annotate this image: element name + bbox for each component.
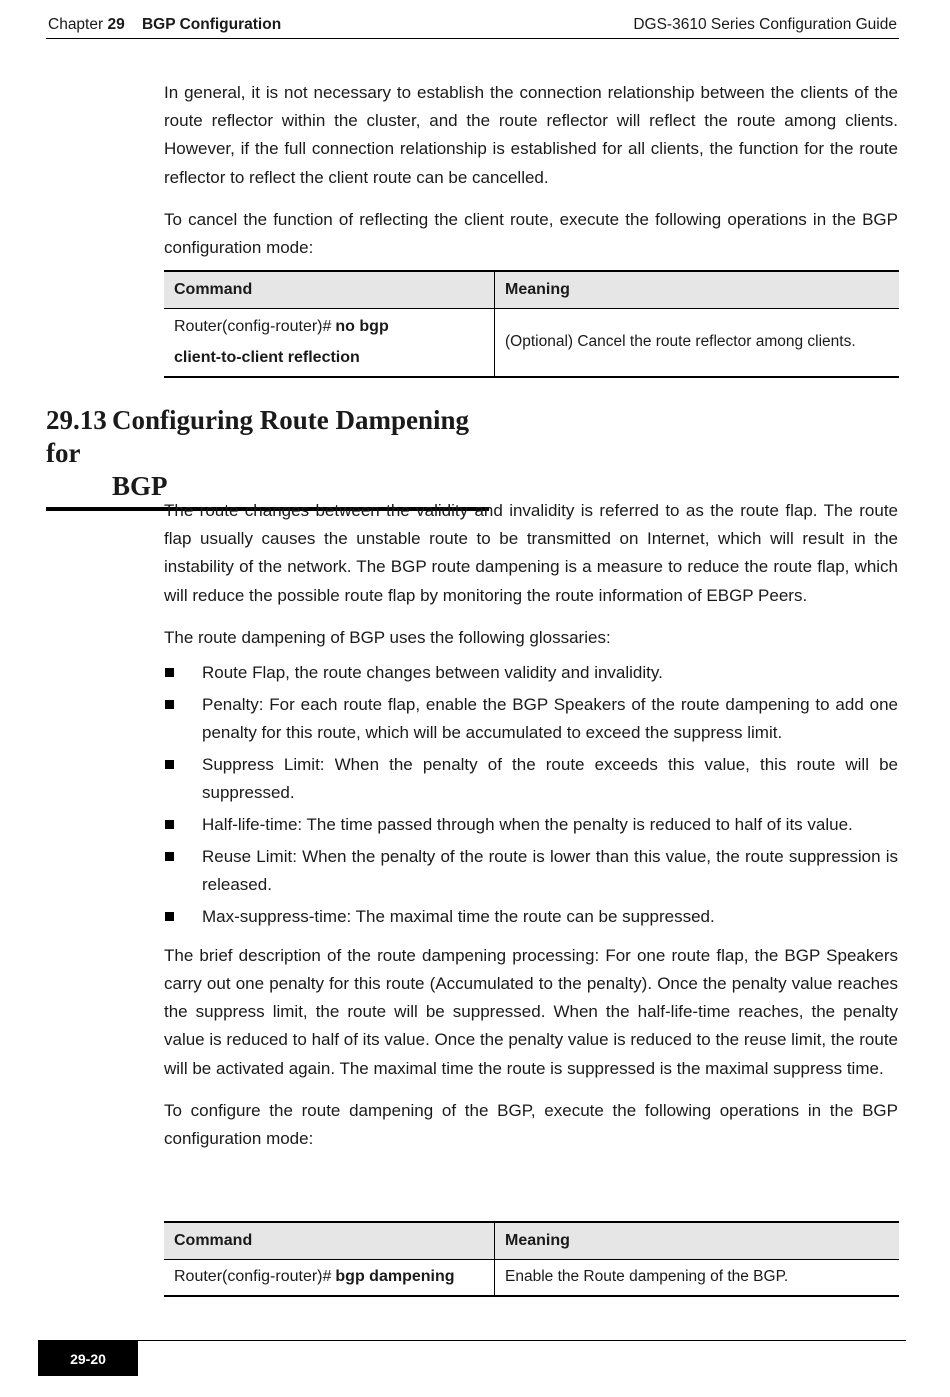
column-header-command: Command (164, 1222, 495, 1260)
command-keyword-continued: client-to-client reflection (174, 349, 360, 367)
meaning-cell: Enable the Route dampening of the BGP. (505, 1268, 789, 1286)
page-number: 29-20 (70, 1350, 106, 1367)
body-paragraph-2: The route dampening of BGP uses the following glossaries: (164, 627, 611, 647)
bullet-square-icon (165, 912, 174, 921)
bullet-square-icon (165, 700, 174, 709)
body-paragraph-3: The brief description of the route dampening processing: For one route flap, the BGP Speakers carry out one penalty for this route (Accumulated to the penalty). Once the penalty value reaches the suppress limit, the route will be suppressed. When the half-life-time reaches, the penalty value is reduced to half of its value. Once the penalty value is reduced to the reuse limit, the route will be activated again. The maximal time the route is suppressed is the maximal suppress time. (164, 945, 898, 1078)
list-item: Reuse Limit: When the penalty of the route is lower than this value, the route suppression is released. (164, 843, 898, 899)
section-number: 29.13 (46, 405, 107, 435)
table-row (164, 1260, 899, 1296)
body-paragraph-1: The route changes between the validity and invalidity is referred to as the route flap. The route flap usually causes the unstable route to be transmitted on Internet, which will result in the instability of the network. The BGP route dampening is a measure to reduce the route flap, which will reduce the possible route flap by monitoring the route information of EBGP Peers. (164, 501, 898, 605)
column-header-command: Command (164, 271, 495, 309)
command-cell (164, 309, 495, 377)
command-cell (164, 1260, 495, 1296)
chapter-heading (48, 16, 281, 34)
intro-paragraph-2: To cancel the function of reflecting the client route, execute the following operations in the BGP configuration mode: (164, 209, 898, 258)
table-header-row (164, 271, 899, 309)
column-header-meaning: Meaning (495, 1222, 900, 1260)
section-body (164, 497, 898, 1153)
intro-paragraph-1: In general, it is not necessary to establish the connection relationship between the clients of the route reflector within the cluster, and the route reflector will reflect the route among clients. However, if the full connection relationship is established for all clients, the function for the route reflector to reflect the client route can be cancelled. (164, 83, 898, 187)
chapter-number: 29 (107, 16, 125, 33)
list-item: Route Flap, the route changes between validity and invalidity. (164, 659, 898, 687)
page-number-badge (38, 1341, 138, 1376)
intro-block (164, 79, 898, 262)
column-header-meaning: Meaning (495, 271, 900, 309)
footer-divider (38, 1340, 906, 1341)
table-header-row (164, 1222, 899, 1260)
command-prompt: Router(config-router)# (174, 1268, 332, 1286)
page-header (46, 14, 899, 39)
list-item: Max-suppress-time: The maximal time the route can be suppressed. (164, 903, 898, 931)
command-prompt: Router(config-router)# (174, 318, 332, 336)
body-paragraph-4: To configure the route dampening of the BGP, execute the following operations in the BGP configuration mode: (164, 1100, 898, 1149)
chapter-title: BGP Configuration (141, 16, 282, 33)
section-heading (46, 404, 489, 511)
command-table-dampening (164, 1221, 899, 1297)
bullet-square-icon (165, 820, 174, 829)
glossary-list (164, 659, 898, 931)
list-item: Suppress Limit: When the penalty of the route exceeds this value, this route will be suppressed. (164, 751, 898, 807)
command-table-reflection (164, 270, 899, 378)
list-item: Penalty: For each route flap, enable the BGP Speakers of the route dampening to add one penalty for this route, which will be accumulated to exceed the suppress limit. (164, 691, 898, 747)
command-keyword: no bgp (335, 318, 389, 336)
table-row (164, 309, 899, 377)
bullet-square-icon (165, 852, 174, 861)
guide-title: DGS-3610 Series Configuration Guide (633, 16, 897, 33)
bullet-square-icon (165, 668, 174, 677)
chapter-label: Chapter (48, 16, 104, 33)
section-title-line-1: Configuring Route Dampening for (46, 405, 470, 468)
command-keyword: bgp dampening (335, 1268, 455, 1286)
section-title-line-2: BGP (112, 471, 168, 501)
bullet-square-icon (165, 760, 174, 769)
meaning-cell: (Optional) Cancel the route reflector among clients. (505, 333, 856, 351)
list-item: Half-life-time: The time passed through when the penalty is reduced to half of its value. (164, 811, 898, 839)
